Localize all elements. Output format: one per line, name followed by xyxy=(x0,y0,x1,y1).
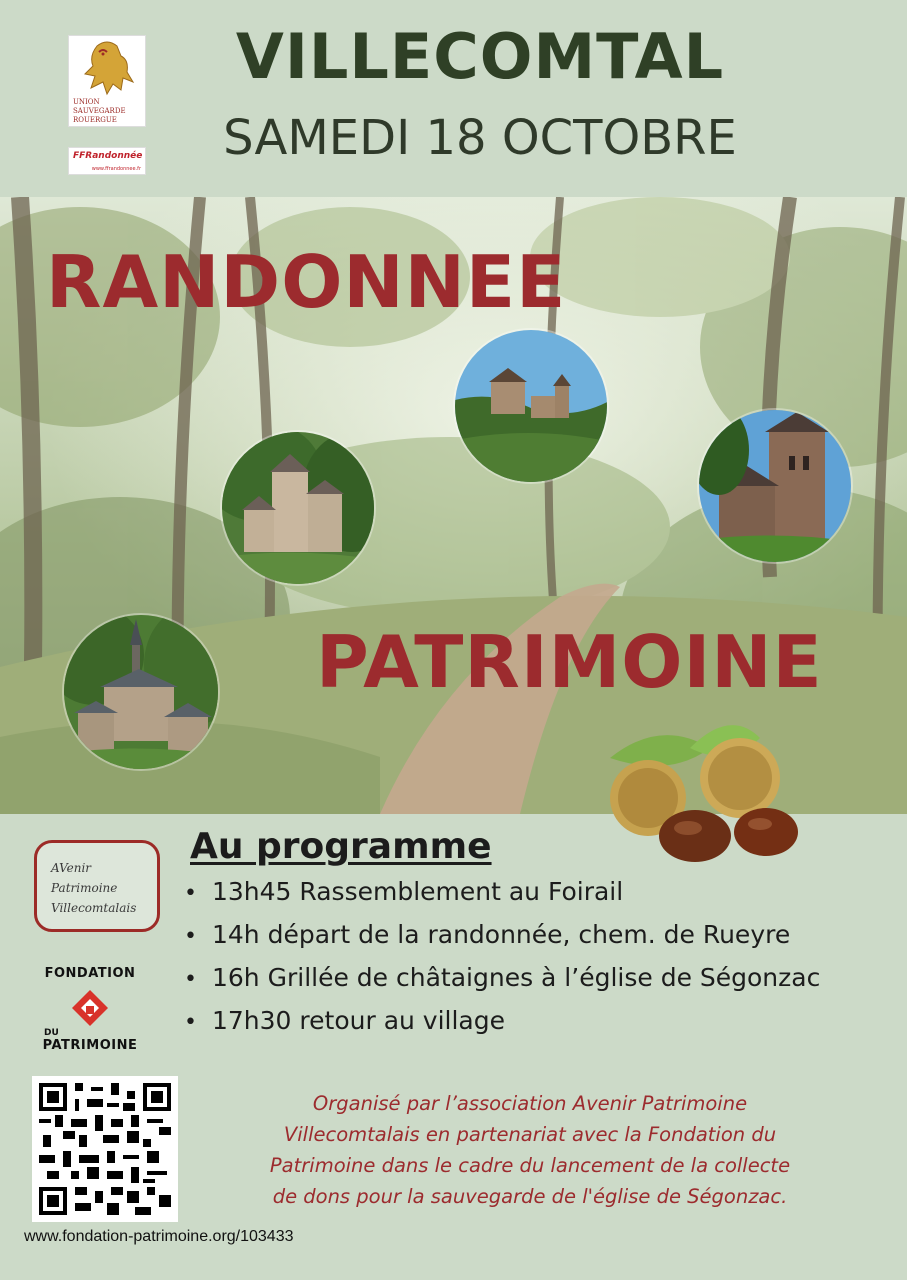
fondation-diamond-icon xyxy=(70,988,110,1028)
headline-randonnee: RANDONNEE xyxy=(46,240,567,324)
programme-title: Au programme xyxy=(190,826,492,867)
programme-item: • 13h45 Rassemblement au Foirail xyxy=(184,877,624,906)
organisation-line: de dons pour la sauvegarde de l'église de Ségonzac. xyxy=(272,1185,788,1208)
chestnuts-icon xyxy=(600,718,800,868)
programme-list xyxy=(184,870,820,1042)
village-rooftops-photo xyxy=(62,613,220,771)
patrimoine-label: PATRIMOINE xyxy=(42,1038,138,1053)
event-date: SAMEDI 18 OCTOBRE xyxy=(223,110,737,166)
chateau-towers-photo xyxy=(220,430,376,586)
lion-rampant-icon xyxy=(77,38,139,98)
donation-url[interactable]: www.fondation-patrimoine.org/103433 xyxy=(24,1228,294,1245)
sauvegarde-line: SAUVEGARDE xyxy=(73,107,126,115)
organisation-text xyxy=(200,1088,860,1212)
headline-patrimoine: PATRIMOINE xyxy=(316,620,823,704)
ffrandonnee-name: FFRandonnée xyxy=(73,151,143,161)
patrimoine-line: Patrimoine xyxy=(51,881,118,895)
qr-code[interactable] xyxy=(32,1076,178,1222)
programme-item: • 17h30 retour au village xyxy=(184,1006,506,1035)
rouergue-line: ROUERGUE xyxy=(73,116,117,124)
villecomtalais-line: Villecomtalais xyxy=(51,901,137,915)
union-line: UNION xyxy=(73,98,100,106)
ffrandonnee-url: www.ffrandonnee.fr xyxy=(91,166,141,172)
page-title: VILLECOMTAL xyxy=(235,20,725,93)
union-sauvegarde-rouergue-logo xyxy=(68,35,146,127)
organisation-line: Patrimoine dans le cadre du lancement de la collecte xyxy=(269,1154,791,1177)
castle-hill-photo xyxy=(453,328,609,484)
avenir-line: AVenir xyxy=(51,861,92,875)
fondation-label: FONDATION xyxy=(44,966,136,981)
programme-item: • 14h départ de la randonnée, chem. de Rueyre xyxy=(184,920,791,949)
organisation-line: Organisé par l’association Avenir Patrimoine xyxy=(312,1092,748,1115)
programme-item: • 16h Grillée de châtaignes à l’église de Ségonzac xyxy=(184,963,821,992)
ffrandonnee-logo xyxy=(68,147,146,175)
segonzac-church-photo xyxy=(697,408,853,564)
avenir-patrimoine-logo xyxy=(34,840,160,932)
fondation-du-label: DU xyxy=(44,1028,59,1038)
qr-code-icon xyxy=(39,1083,171,1215)
organisation-line: Villecomtalais en partenariat avec la Fondation du xyxy=(283,1123,777,1146)
